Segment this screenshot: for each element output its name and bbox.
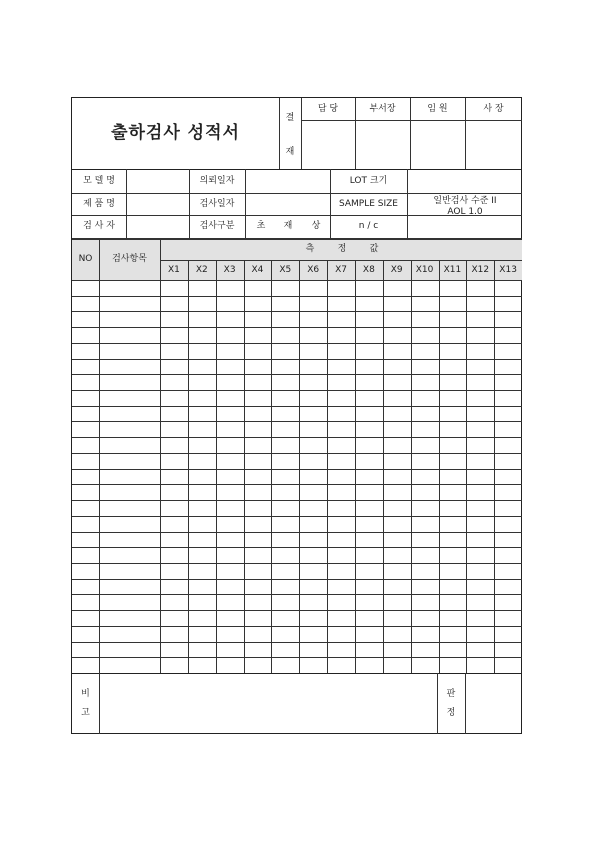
approval-sign-box-president[interactable]	[465, 121, 522, 169]
measured-value-char-3: 값	[369, 244, 379, 254]
approval-label-top: 결	[285, 112, 295, 123]
approval-label-bottom: 재	[285, 146, 295, 157]
inspection-type-regular[interactable]: 상	[311, 221, 321, 231]
table-row[interactable]	[72, 280, 522, 296]
remarks-label-char-1: 비	[81, 688, 90, 699]
approval-sign-box-executive[interactable]	[410, 121, 465, 169]
approval-col-executive: 임 원	[427, 103, 448, 114]
table-row[interactable]	[72, 642, 522, 658]
divider	[437, 673, 438, 734]
table-row[interactable]	[72, 579, 522, 595]
table-row[interactable]	[72, 296, 522, 312]
page-title: 출하검사 성적서	[111, 123, 240, 143]
measure-col-x11: X11	[443, 264, 462, 275]
judgment-label-char-1: 판	[446, 688, 456, 699]
measure-col-x2: X2	[195, 264, 208, 275]
inspector-label: 검 사 자	[83, 221, 115, 231]
measure-col-x13: X13	[499, 264, 517, 275]
measured-value-char-1: 측	[305, 244, 315, 254]
table-row[interactable]	[72, 516, 522, 532]
table-row[interactable]	[72, 421, 522, 437]
measure-col-x1: X1	[167, 264, 180, 275]
measure-col-x5: X5	[279, 264, 292, 275]
table-row[interactable]	[72, 594, 522, 610]
sample-size-label: SAMPLE SIZE	[338, 198, 398, 209]
approval-sign-box-manager[interactable]	[355, 121, 410, 169]
inspection-type-re[interactable]: 재	[283, 221, 293, 231]
table-row[interactable]	[72, 626, 522, 642]
table-row[interactable]	[72, 453, 522, 469]
measured-value-char-2: 정	[337, 244, 347, 254]
approval-col-staff: 담 당	[317, 103, 339, 114]
measure-col-x7: X7	[335, 264, 347, 275]
nc-field[interactable]	[407, 215, 522, 238]
table-row[interactable]	[72, 547, 522, 563]
measure-col-x6: X6	[307, 264, 320, 275]
table-row[interactable]	[72, 469, 522, 485]
request-date-field[interactable]	[245, 169, 330, 193]
table-row[interactable]	[72, 500, 522, 516]
inspection-date-field[interactable]	[245, 193, 330, 215]
measure-col-x9: X9	[390, 264, 403, 275]
judgment-label-char-2: 정	[446, 707, 456, 718]
table-row[interactable]	[72, 406, 522, 422]
nc-label: n / c	[358, 221, 379, 231]
measure-col-x3: X3	[223, 264, 236, 275]
table-row[interactable]	[72, 390, 522, 406]
inspection-type-initial[interactable]: 초	[256, 221, 266, 231]
product-name-field[interactable]	[126, 193, 189, 215]
inspection-level-note	[408, 194, 522, 214]
remarks-field[interactable]	[99, 674, 437, 734]
measure-col-x4: X4	[251, 264, 264, 275]
table-row[interactable]	[72, 311, 522, 327]
inspection-level-line2: AQL 1.0	[447, 207, 483, 214]
model-name-field[interactable]	[126, 169, 189, 193]
approval-sign-box-staff[interactable]	[301, 121, 355, 169]
lot-size-label: LOT 크기	[349, 175, 388, 186]
lot-size-field[interactable]	[407, 169, 522, 193]
request-date-label: 의뢰일자	[199, 175, 235, 186]
table-row[interactable]	[72, 657, 522, 673]
inspection-item-column-header: 검사항목	[112, 254, 147, 264]
divider	[72, 239, 522, 240]
product-name-label: 제 품 명	[83, 198, 115, 209]
table-row[interactable]	[72, 484, 522, 500]
measure-col-x12: X12	[471, 264, 490, 275]
inspection-date-label: 검사일자	[199, 198, 235, 209]
inspection-type-label: 검사구분	[199, 221, 235, 231]
measure-col-x10: X10	[415, 264, 434, 275]
table-row[interactable]	[72, 374, 522, 390]
approval-col-manager: 부서장	[369, 103, 396, 114]
table-row[interactable]	[72, 327, 522, 343]
model-name-label: 모 델 명	[83, 175, 115, 186]
inspection-form	[71, 97, 522, 734]
remarks-label-char-2: 고	[81, 707, 90, 718]
table-row[interactable]	[72, 437, 522, 453]
table-row[interactable]	[72, 359, 522, 375]
table-row[interactable]	[72, 343, 522, 359]
approval-col-president: 사 장	[483, 103, 504, 114]
no-column-header: NO	[78, 254, 93, 264]
judgment-field[interactable]	[465, 674, 522, 734]
measure-col-x8: X8	[362, 264, 375, 275]
inspection-level-line1: 일반검사 수준 II	[433, 196, 497, 206]
table-row[interactable]	[72, 610, 522, 626]
inspector-field[interactable]	[126, 215, 189, 238]
table-row[interactable]	[72, 563, 522, 579]
table-row[interactable]	[72, 532, 522, 548]
